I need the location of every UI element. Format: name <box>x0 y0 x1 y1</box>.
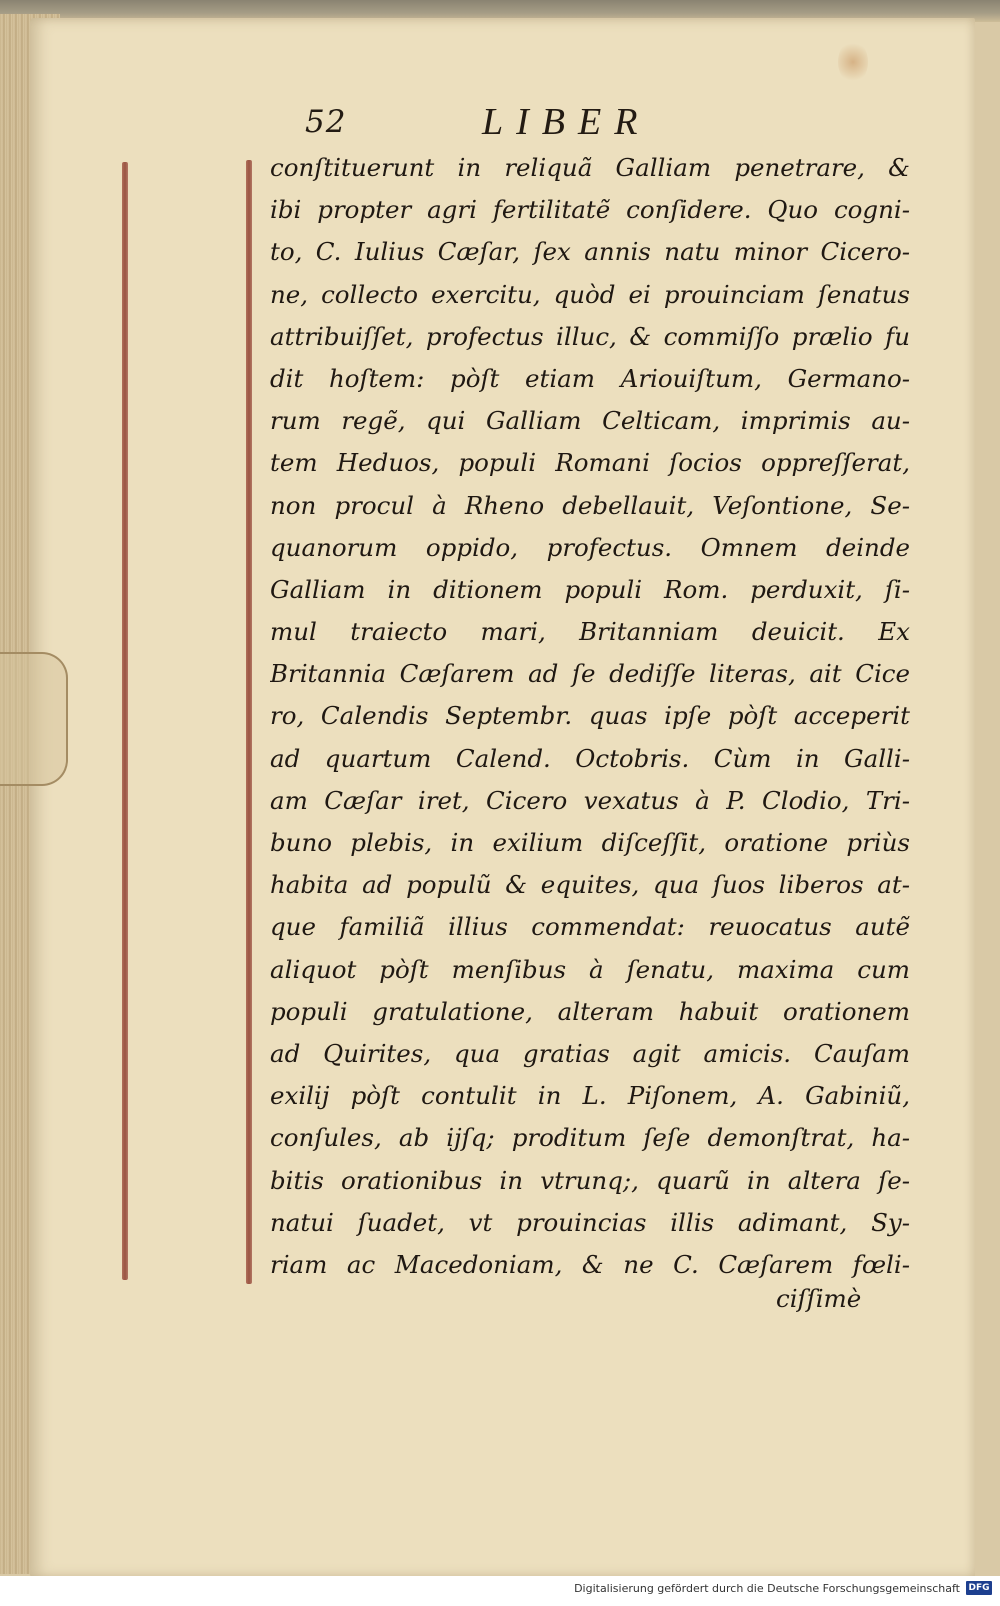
running-title: LIBER <box>482 101 651 143</box>
margin-rule-outer <box>122 162 128 1280</box>
text-line: Britannia Cæſarem ad ſe dediſſe literas, ait Cice <box>270 659 910 689</box>
text-line: am Cæſar iret, Cicero vexatus à P. Clodio, Tri- <box>270 785 910 815</box>
text-line: buno plebis, in exilium diſceſſit, oratione priùs <box>270 828 910 857</box>
text-line: riam ac Macedoniam, & ne C. Cæſarem fœli- <box>270 1249 910 1279</box>
margin-rule-inner <box>246 160 252 1284</box>
text-line: non procul à Rheno debellauit, Veſontione, Se- <box>270 490 910 520</box>
funding-credit: Digitalisierung gefördert durch die Deutsche Forschungsgemeinschaft <box>574 1582 960 1595</box>
text-line: bitis orationibus in vtrunq;, quarũ in altera ſe- <box>270 1165 910 1195</box>
running-head <box>0 100 1000 150</box>
text-line: que familiã illius commendat: reuocatus autẽ <box>270 912 910 942</box>
text-line: ibi propter agri fertilitatẽ conſidere. Quo cogni- <box>270 195 910 225</box>
text-line: to, C. Iulius Cæſar, ſex annis natu minor Cicero- <box>270 237 910 267</box>
text-line: ro, Calendis Septembr. quas ipſe pòſt acceperit <box>270 701 910 731</box>
text-line: conſules, ab ijſq; proditum ſeſe demonſtrat, ha- <box>270 1123 910 1153</box>
text-line: Galliam in ditionem populi Rom. perduxit, ſi- <box>270 574 910 604</box>
text-line: ne, collecto exercitu, quòd ei prouinciam ſenatus <box>270 279 910 309</box>
text-line: exilij pòſt contulit in L. Piſonem, A. Gabiniũ, <box>270 1081 910 1111</box>
text-line: conſtituerunt in reliquã Galliam penetrare, & <box>270 153 910 182</box>
text-line: habita ad populũ & equites, qua ſuos liberos at- <box>270 870 910 900</box>
text-line: natui ſuadet, vt prouincias illis adimant, Sy- <box>270 1207 910 1237</box>
text-line: populi gratulatione, alteram habuit orationem <box>270 996 910 1026</box>
text-line: quanorum oppido, profectus. Omnem deinde <box>270 532 910 562</box>
dfg-logo: DFG <box>966 1581 992 1595</box>
catchword: ciſſimè <box>776 1284 862 1313</box>
text-line: mul traiecto mari, Britanniam deuicit. Ex <box>270 617 910 647</box>
text-line: ad quartum Calend. Octobris. Cùm in Galli- <box>270 743 910 773</box>
text-line: aliquot pòſt menſibus à ſenatu, maxima cum <box>270 954 910 984</box>
page-number: 52 <box>305 104 347 140</box>
text-line: attribuiſſet, profectus illuc, & commiſſo prælio fu <box>270 321 910 351</box>
text-line: ad Quirites, qua gratias agit amicis. Cauſam <box>270 1038 910 1068</box>
digitization-footer <box>0 1576 1000 1606</box>
text-line: rum regẽ, qui Galliam Celticam, imprimis au- <box>270 406 910 436</box>
foxing-stain <box>838 40 868 84</box>
book-clasp <box>0 652 68 786</box>
text-line: tem Heduos, populi Romani ſocios oppreſſerat, <box>270 448 910 478</box>
text-line: dit hoſtem: pòſt etiam Ariouiſtum, Germano- <box>270 363 910 393</box>
body-text <box>270 147 910 1286</box>
